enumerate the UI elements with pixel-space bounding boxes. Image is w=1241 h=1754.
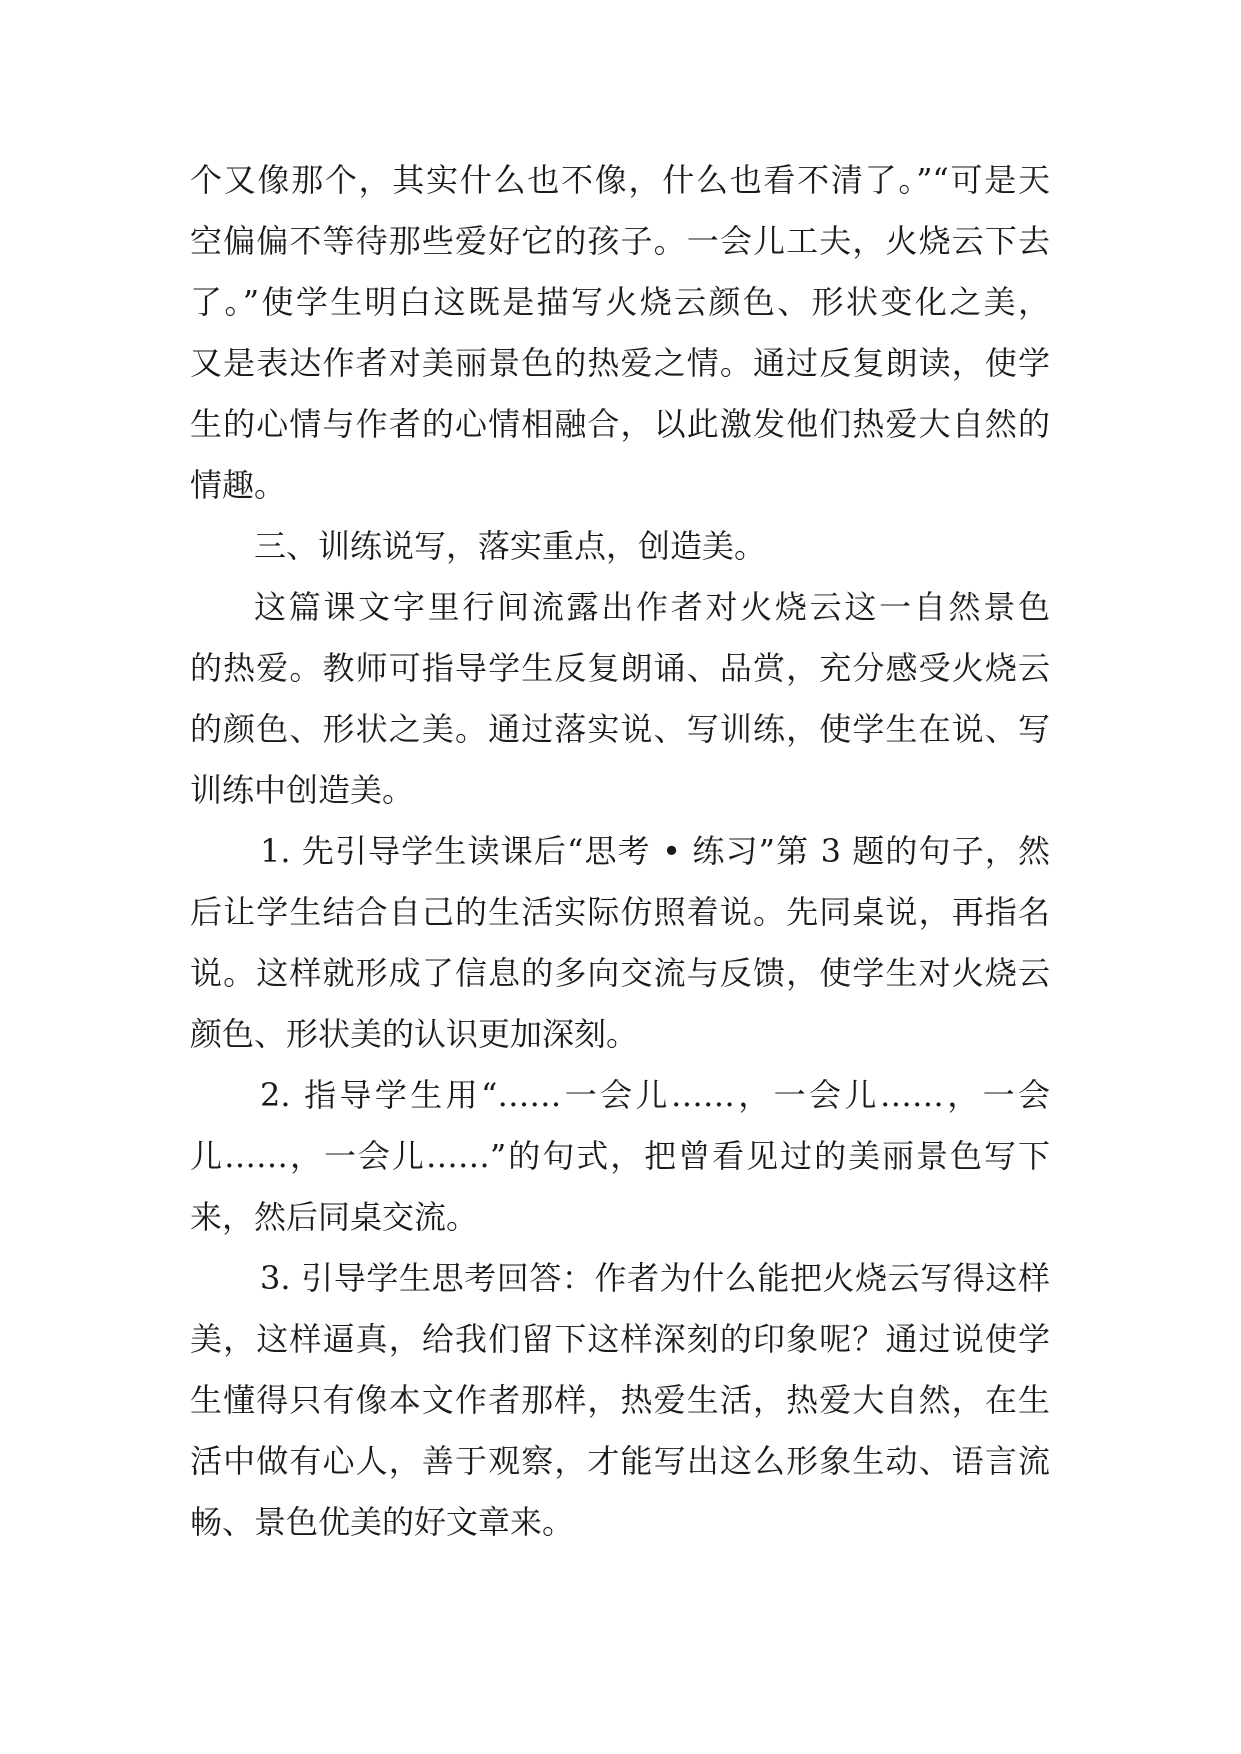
text-line: 说。这样就形成了信息的多向交流与反馈，使学生对火烧云 [190, 954, 1050, 992]
list-item-1 [190, 821, 1050, 1065]
text-line: 情趣。 [190, 466, 287, 504]
heading-line: 三、训练说写，落实重点，创造美。 [254, 527, 767, 565]
text-line: 2. 指导学生用“……一会儿……，一会儿……，一会 [260, 1076, 1050, 1114]
list-item-2 [190, 1065, 1050, 1248]
text-line: 1. 先引导学生读课后“思考 • 练习”第 3 题的句子，然 [260, 832, 1050, 870]
text-line: 生懂得只有像本文作者那样，热爱生活，热爱大自然，在生 [190, 1381, 1050, 1419]
document-body [190, 150, 1050, 1553]
text-line: 儿……，一会儿……”的句式，把曾看见过的美丽景色写下 [190, 1137, 1050, 1175]
text-line: 的颜色、形状之美。通过落实说、写训练，使学生在说、写 [190, 710, 1050, 748]
text-line: 美，这样逼真，给我们留下这样深刻的印象呢？通过说使学 [190, 1320, 1050, 1358]
text-line: 来，然后同桌交流。 [190, 1198, 479, 1236]
paragraph-continuation [190, 150, 1050, 516]
text-line: 又是表达作者对美丽景色的热爱之情。通过反复朗读，使学 [190, 344, 1050, 382]
section-heading [190, 516, 1050, 577]
text-line: 这篇课文字里行间流露出作者对火烧云这一自然景色 [254, 588, 1050, 626]
text-line: 畅、景色优美的好文章来。 [190, 1503, 575, 1541]
text-line: 后让学生结合自己的生活实际仿照着说。先同桌说，再指名 [190, 893, 1050, 931]
text-line: 颜色、形状美的认识更加深刻。 [190, 1015, 639, 1053]
paragraph-intro [190, 577, 1050, 821]
text-line: 3. 引导学生思考回答：作者为什么能把火烧云写得这样 [260, 1259, 1050, 1297]
text-line: 了。”使学生明白这既是描写火烧云颜色、形状变化之美， [190, 283, 1050, 321]
text-line: 训练中创造美。 [190, 771, 415, 809]
text-line: 个又像那个，其实什么也不像，什么也看不清了。”“可是天 [190, 161, 1050, 199]
list-item-3 [190, 1248, 1050, 1553]
text-line: 空偏偏不等待那些爱好它的孩子。一会儿工夫，火烧云下去 [190, 222, 1050, 260]
text-line: 活中做有心人，善于观察，才能写出这么形象生动、语言流 [190, 1442, 1050, 1480]
text-line: 生的心情与作者的心情相融合，以此激发他们热爱大自然的 [190, 405, 1050, 443]
text-line: 的热爱。教师可指导学生反复朗诵、品赏，充分感受火烧云 [190, 649, 1050, 687]
